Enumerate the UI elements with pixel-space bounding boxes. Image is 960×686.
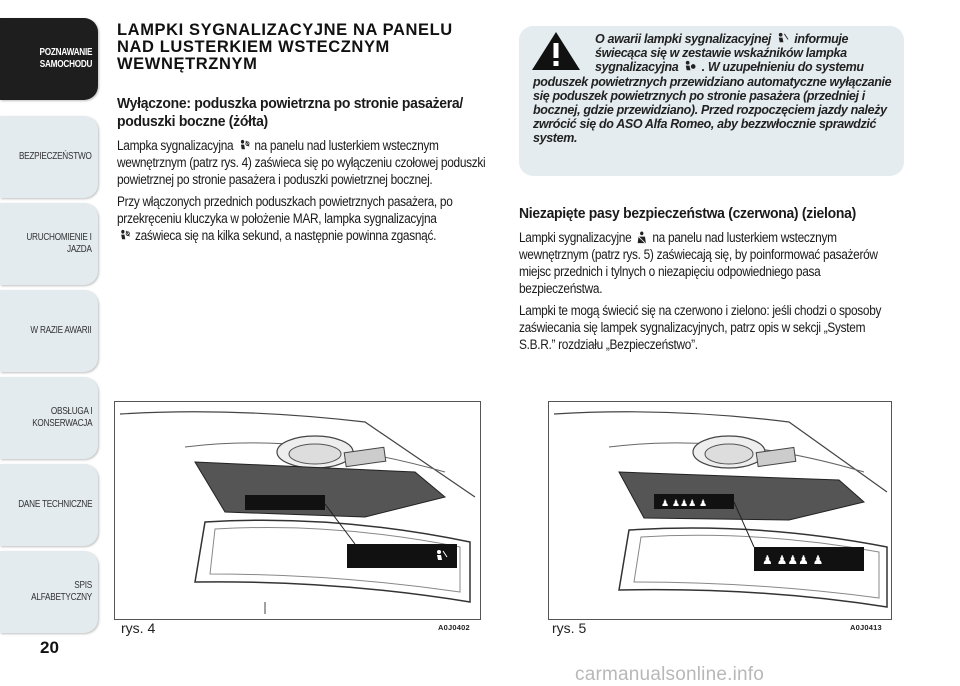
warning-triangle-icon	[530, 30, 582, 72]
figure-5-illustration	[549, 402, 891, 619]
left-column	[117, 22, 497, 249]
figure-4	[114, 401, 481, 620]
seatbelt-subheading: Niezapięte pasy bezpieczeństwa (czerwona) (zielona)	[519, 205, 856, 222]
airbag-subheading: Wyłączone: poduszka powietrzna po stronie pasażera/ poduszki boczne (żółta)	[117, 95, 463, 130]
right-column	[519, 205, 919, 358]
seatbelt-icon	[636, 231, 647, 244]
figure-4-label: rys. 4	[121, 620, 156, 636]
warning-text: O awarii lampki sygnalizacyjnej informuje świecąca się w zestawie wskaźników lampka sygnalizacyjna . W uzupełnieniu do systemu poduszek powietrznych przewidziano automatyczne wyłączanie się poduszek powietrznych po stronie pasażera (przedniej i bocznej, gdzie przewidziano). Przed rozpoczęciem jazdy należy zwrócić się do ASO Alfa Romeo, aby bezzwłocznie sprawdzić system.	[533, 32, 892, 146]
chapter-tabs	[0, 0, 100, 640]
airbag-off-icon	[238, 139, 249, 152]
airbag-off-icon	[776, 32, 789, 45]
tab-bezpieczenstwo[interactable]: BEZPIECZEŃSTWO	[0, 116, 98, 198]
svg-text:♟ ♟♟♟ ♟: ♟ ♟♟♟ ♟	[661, 499, 708, 509]
airbag-paragraph-2: Przy włączonych przednich poduszkach powietrznych pasażera, po przekręceniu kluczyka w położenie MAR, lampka sygnalizacyjna zaświeca się na kilka sekund, a następnie powinna zgasnąć.	[117, 194, 453, 243]
tab-w-razie-awarii[interactable]: W RAZIE AWARII	[0, 290, 98, 372]
figure-4-illustration	[115, 402, 480, 619]
tab-dane-techniczne[interactable]: DANE TECHNICZNE	[0, 464, 98, 546]
figure-4-code: A0J0402	[438, 623, 470, 632]
page-number: 20	[40, 638, 59, 657]
tab-uruchomienie-jazda[interactable]: URUCHOMIENIE I JAZDA	[0, 203, 98, 285]
airbag-warning-icon	[683, 60, 696, 73]
tab-poznawanie-samochodu[interactable]: POZNAWANIE SAMOCHODU	[0, 18, 98, 100]
watermark: carmanualsonline.info	[575, 664, 765, 685]
seatbelt-paragraph-1: Lampki sygnalizacyjne na panelu nad lusterkiem wstecznym wewnętrznym (patrz rys. 5) zaświecają się, by poinformować pasażerów miejsc przednich i tylnych o niezapięciu odpowiedniego pasa bezpieczeństwa.	[519, 230, 878, 296]
seatbelt-paragraph-2: Lampki te mogą świecić się na czerwono i zielono: jeśli chodzi o sposoby zaświecania się lampek sygnalizacyjnych, patrz opis w sekcji „System S.B.R.” rozdziału „Bezpieczeństwo”.	[519, 303, 882, 352]
figure-5-code: A0J0413	[850, 623, 882, 632]
tab-spis-alfabetyczny[interactable]: SPIS ALFABETYCZNY	[0, 551, 98, 633]
seatbelt-icons-row: ♟ ♟♟♟ ♟	[762, 553, 824, 567]
figure-5-label: rys. 5	[552, 620, 587, 636]
airbag-off-icon	[119, 229, 130, 242]
tab-obsluga-konserwacja[interactable]: OBSŁUGA I KONSERWACJA	[0, 377, 98, 459]
airbag-paragraph-1: Lampka sygnalizacyjna na panelu nad lusterkiem wstecznym wewnętrznym (patrz rys. 4) zaświeca się po wyłączeniu czołowej poduszki powietrznej po stronie pasażera i poduszki powietrznej bocznej.	[117, 138, 486, 187]
figure-5	[548, 401, 892, 620]
section-title: LAMPKI SYGNALIZACYJNE NA PANELU NAD LUSTERKIEM WSTECZNYM WEWNĘTRZNYM	[117, 21, 453, 73]
